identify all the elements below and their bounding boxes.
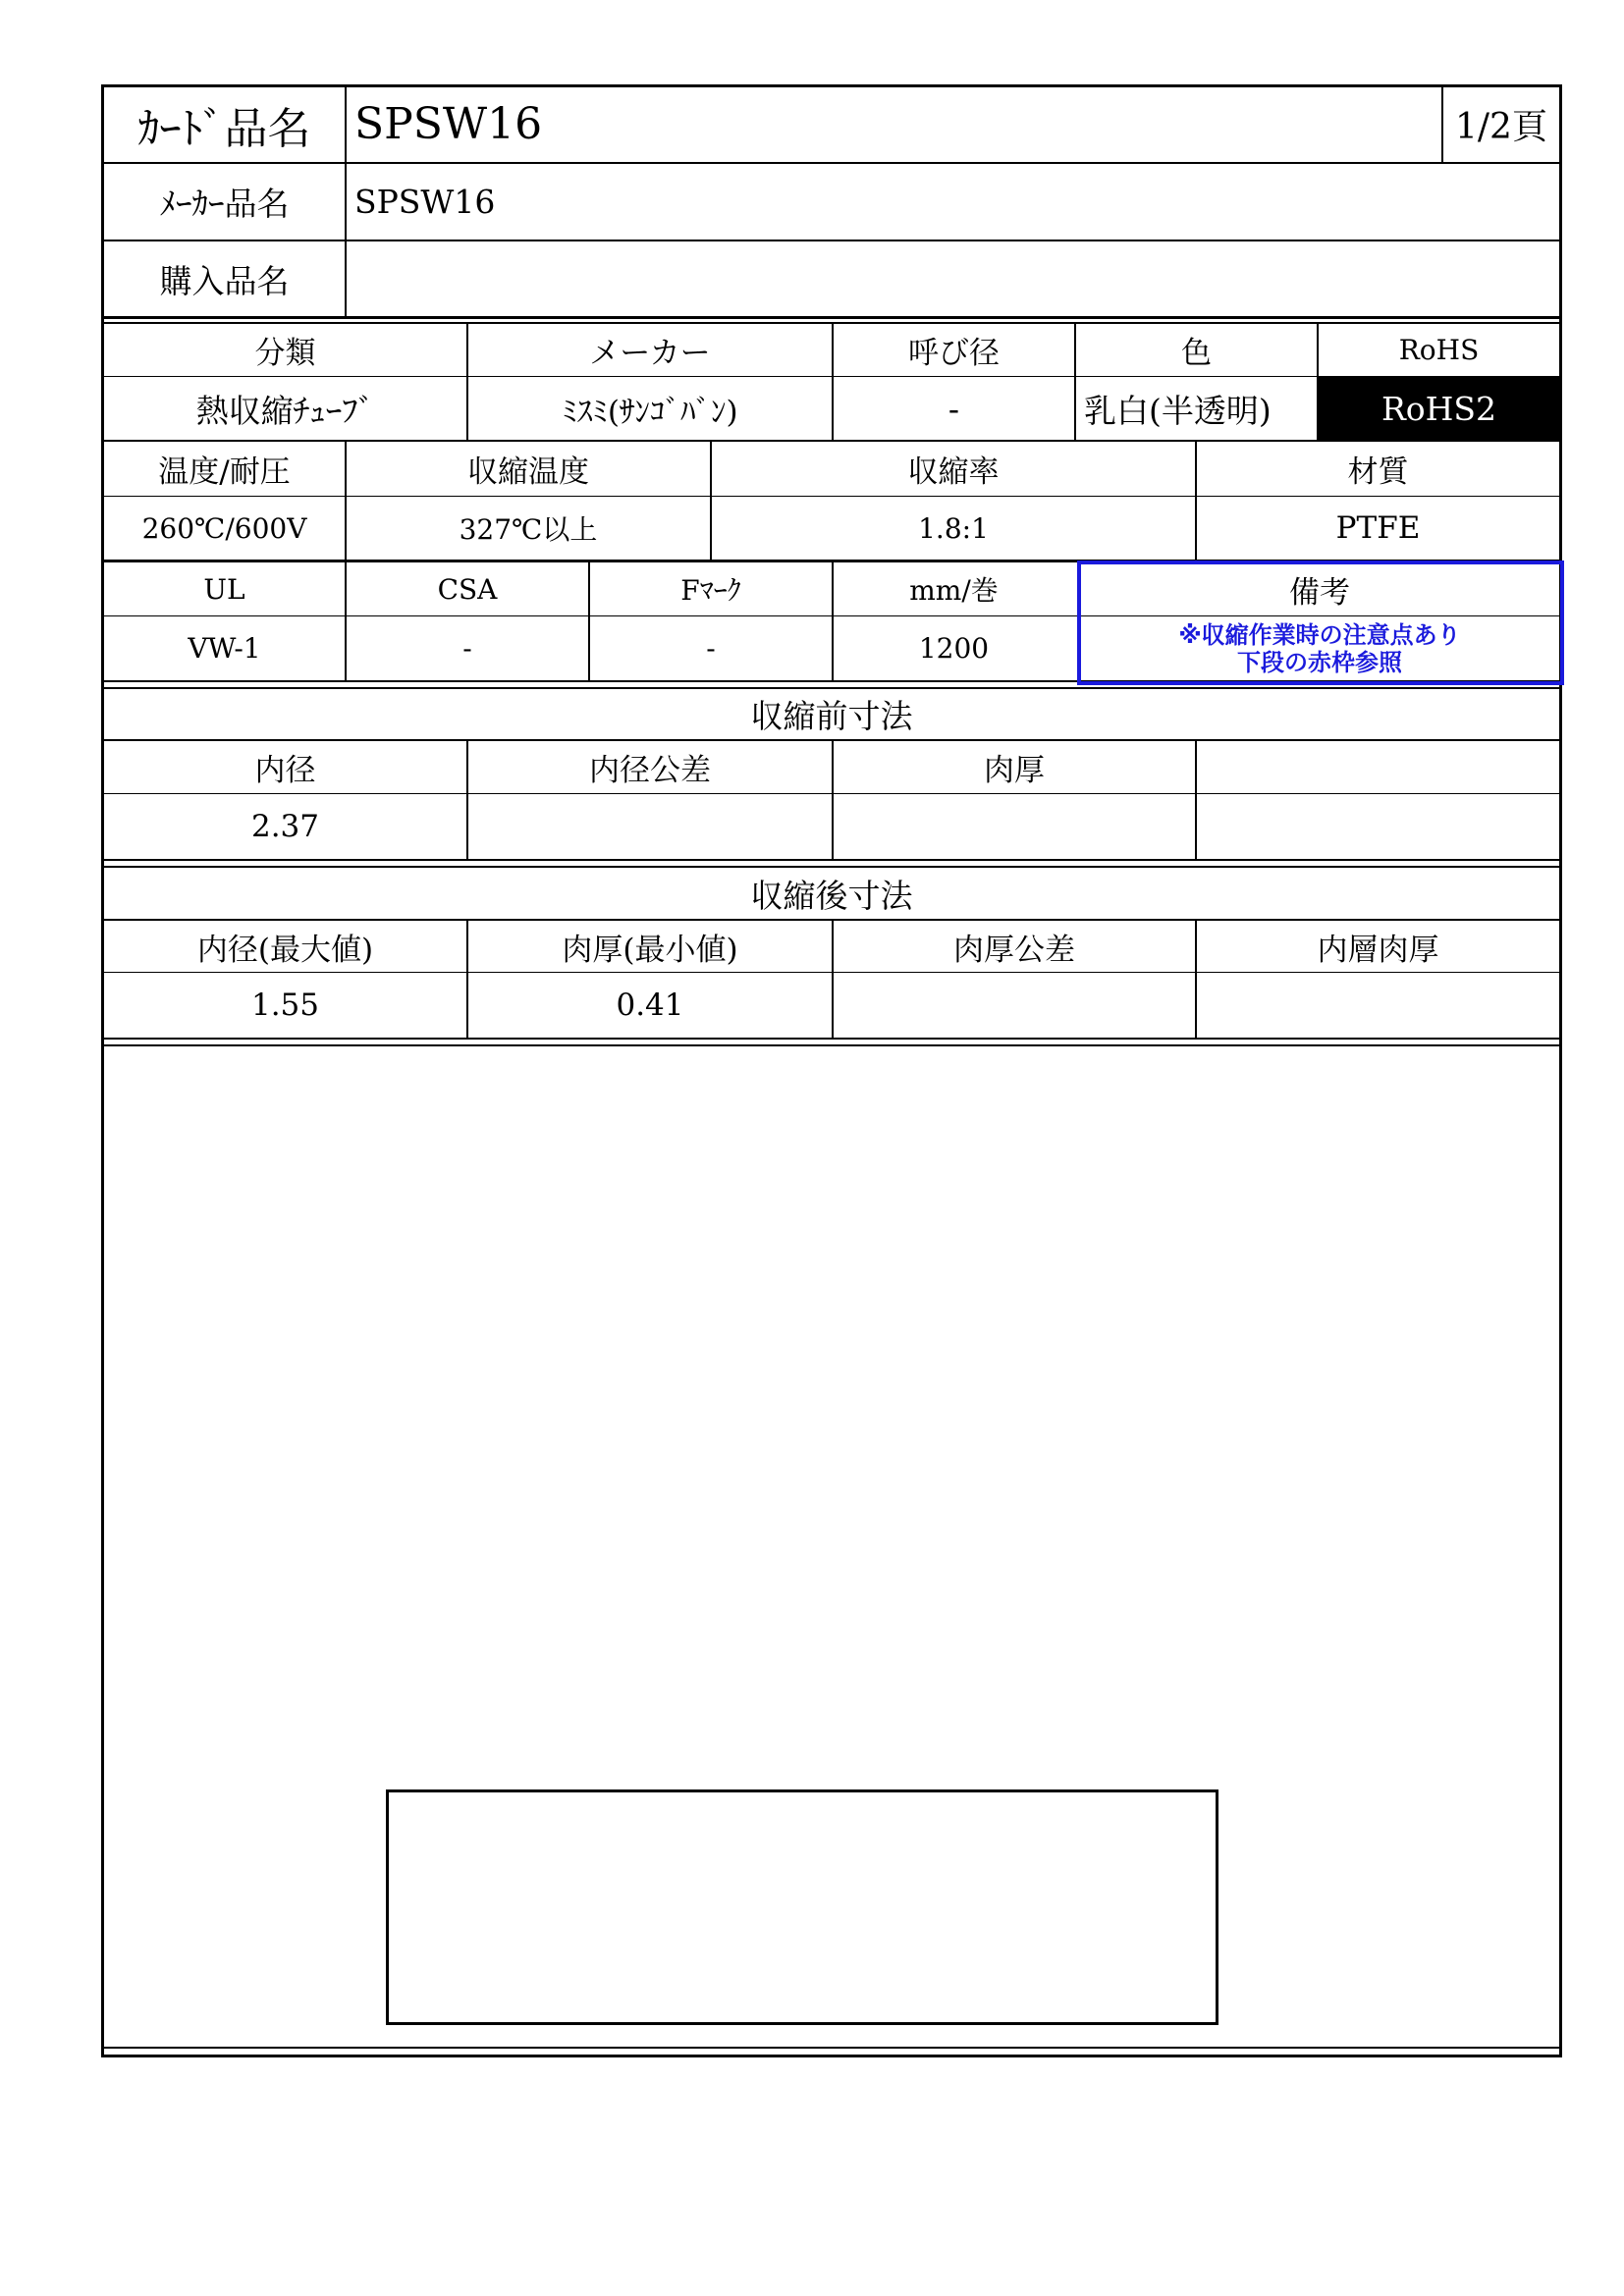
spec3-header: Fﾏｰｸ [680,574,741,607]
remarks-highlight-box [1077,561,1564,685]
remarks-note-line2: 下段の赤枠参照 [1237,649,1402,676]
before-header: 内径公差 [589,753,711,788]
spec2-value: 327℃以上 [459,513,598,546]
spec3-value: VW-1 [188,632,261,665]
before-value: 2.37 [250,809,320,844]
maker-name-value: SPSW16 [354,183,496,221]
spec3-value: 1200 [918,632,990,665]
drawing-frame [386,1789,1218,2025]
remarks-header: 備考 [1289,574,1350,611]
purchase-name-label: 購入品名 [159,261,290,300]
spec1-header: 色 [1181,336,1212,371]
spec3-value: - [706,632,716,665]
after-value: 1.55 [250,988,320,1023]
remarks-note-line1: ※収縮作業時の注意点あり [1178,621,1461,649]
card-name-label: ｶｰﾄﾞ品名 [137,103,311,154]
rohs-badge: RoHS2 [1319,377,1559,440]
before-header [1197,741,1559,793]
after-value [1197,973,1559,1038]
spec1-value: ﾐｽﾐ(ｻﾝｺﾞﾊﾞﾝ) [562,394,738,430]
before-value [834,794,1195,859]
spec1-value: - [947,389,960,428]
row-line [101,1044,1562,1046]
after-header: 内層肉厚 [1317,932,1439,968]
maker-name-label: ﾒｰｶｰ品名 [159,185,290,223]
spec2-header: 温度/耐圧 [158,454,291,490]
spec1-value: 熱収縮ﾁｭｰﾌﾞ [195,391,375,430]
card-name-value: SPSW16 [354,99,543,149]
after-value [834,973,1195,1038]
after-title: 収縮後寸法 [750,876,913,915]
row-line [101,2047,1562,2049]
before-header: 肉厚 [984,753,1045,788]
spec1-header: 分類 [254,336,316,371]
purchase-name-value [347,241,1559,316]
spec1-header: RoHS [1398,334,1480,366]
spec3-header: CSA [437,572,498,606]
spec3-header: UL [203,572,245,606]
spec2-header: 材質 [1347,454,1409,490]
spec2-header: 収縮温度 [467,454,589,490]
spec1-header: メーカー [589,336,711,371]
spec2-header: 収縮率 [907,454,1000,490]
spec2-value: 260℃/600V [141,511,307,545]
spec3-value: - [462,632,472,665]
spec2-value: 1.8:1 [918,511,989,545]
after-header: 肉厚公差 [953,932,1075,968]
page-number: 1/2頁 [1455,107,1547,147]
before-header: 内径 [254,753,316,788]
row-line [101,316,1562,319]
spec3-header: mm/巻 [909,574,999,607]
spec1-value: 乳白(半透明) [1084,391,1272,430]
spec2-value: PTFE [1335,510,1421,546]
after-header: 内径(最大値) [196,932,374,968]
after-value: 0.41 [616,988,684,1023]
before-value [468,794,832,859]
before-title: 収縮前寸法 [750,697,913,735]
after-header: 肉厚(最小値) [562,932,738,968]
spec1-header: 呼び径 [908,336,1000,371]
before-value [1197,794,1559,859]
